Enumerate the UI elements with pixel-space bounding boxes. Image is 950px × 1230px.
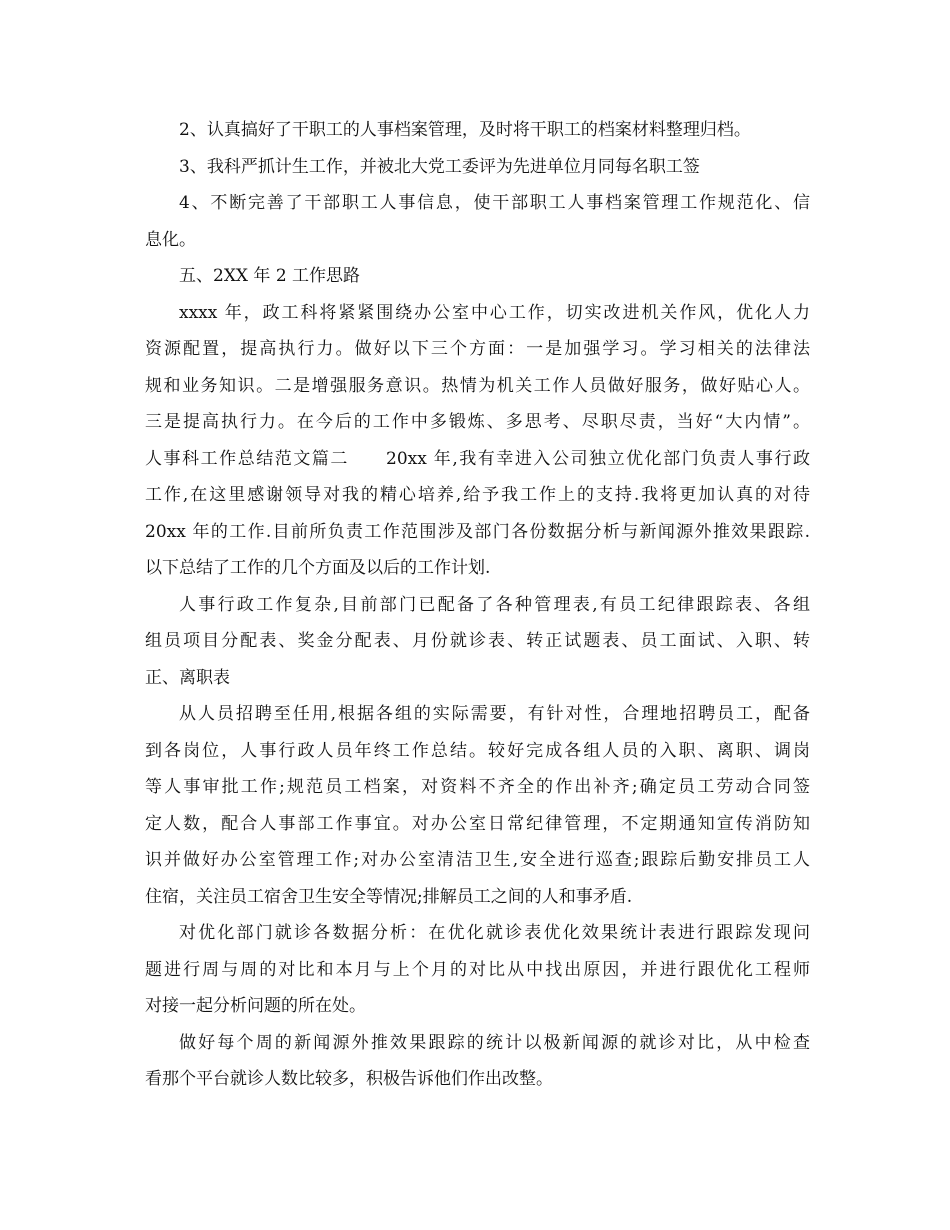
text-line: 2、认真搞好了干职工的人事档案管理，及时将干职工的档案材料整理归档。 bbox=[179, 120, 751, 140]
text-line: 做好每个周的新闻源外推效果跟踪的统计以极新闻源的就诊对比，从中检查 bbox=[179, 1032, 810, 1053]
text-line: 五、2XX 年 2 工作思路 bbox=[179, 266, 361, 286]
text-line: 等人事审批工作;规范员工档案，对资料不齐全的作出补齐;确定员工劳动合同签 bbox=[145, 777, 810, 797]
text-line: 住宿，关注员工宿舍卫生安全等情况;排解员工之间的人和事矛盾. bbox=[145, 886, 633, 907]
text-line: 规和业务知识。二是增强服务意识。热情为机关工作人员做好服务，做好贴心人。 bbox=[145, 375, 810, 396]
text-line: 20xx 年的工作.目前所负责工作范围涉及部门各份数据分析与新闻源外推效果跟踪. bbox=[145, 521, 810, 542]
text-line: 息化。 bbox=[145, 229, 196, 250]
text-line: 3、我科严抓计生工作，并被北大党工委评为先进单位月同每名职工签 bbox=[179, 156, 700, 177]
text-line: 对优化部门就诊各数据分析：在优化就诊表优化效果统计表进行跟踪发现问 bbox=[179, 923, 810, 943]
text-line: 以下总结了工作的几个方面及以后的工作计划. bbox=[145, 558, 491, 578]
text-line: 4、不断完善了干部职工人事信息，使干部职工人事档案管理工作规范化、信 bbox=[179, 193, 810, 213]
text-line: 定人数，配合人事部工作事宜。对办公室日常纪律管理，不定期通知宣传消防知 bbox=[145, 813, 810, 834]
text-line: xxxx 年，政工科将紧紧围绕办公室中心工作，切实改进机关作风，优化人力 bbox=[179, 302, 810, 323]
text-line: 人事科工作总结范文篇二 20xx 年,我有幸进入公司独立优化部门负责人事行政 bbox=[145, 448, 810, 469]
text-line: 从人员招聘至任用,根据各组的实际需要，有针对性，合理地招聘员工，配备 bbox=[179, 704, 810, 724]
text-line: 看那个平台就诊人数比较多，积极告诉他们作出改整。 bbox=[145, 1069, 553, 1089]
text-line: 工作,在这里感谢领导对我的精心培养,给予我工作上的支持.我将更加认真的对待 bbox=[145, 485, 810, 505]
text-line: 题进行周与周的对比和本月与上个月的对比从中找出原因，并进行跟优化工程师 bbox=[145, 959, 810, 980]
text-line: 正、离职表 bbox=[145, 667, 230, 688]
text-line: 资源配置，提高执行力。做好以下三个方面：一是加强学习。学习相关的法律法 bbox=[145, 339, 810, 359]
text-line: 三是提高执行力。在今后的工作中多锻炼、多思考、尽职尽责，当好“大内情”。 bbox=[145, 412, 810, 432]
text-line: 人事行政工作复杂,目前部门已配备了各种管理表,有员工纪律跟踪表、各组 bbox=[179, 594, 810, 615]
text-line: 组员项目分配表、奖金分配表、月份就诊表、转正试题表、员工面试、入职、转 bbox=[145, 631, 810, 651]
document-body bbox=[145, 112, 810, 1098]
text-line: 识并做好办公室管理工作;对办公室清洁卫生,安全进行巡查;跟踪后勤安排员工人 bbox=[145, 850, 810, 870]
text-line: 到各岗位，人事行政人员年终工作总结。较好完成各组人员的入职、离职、调岗 bbox=[145, 740, 810, 761]
text-line: 对接一起分析问题的所在处。 bbox=[145, 996, 366, 1016]
